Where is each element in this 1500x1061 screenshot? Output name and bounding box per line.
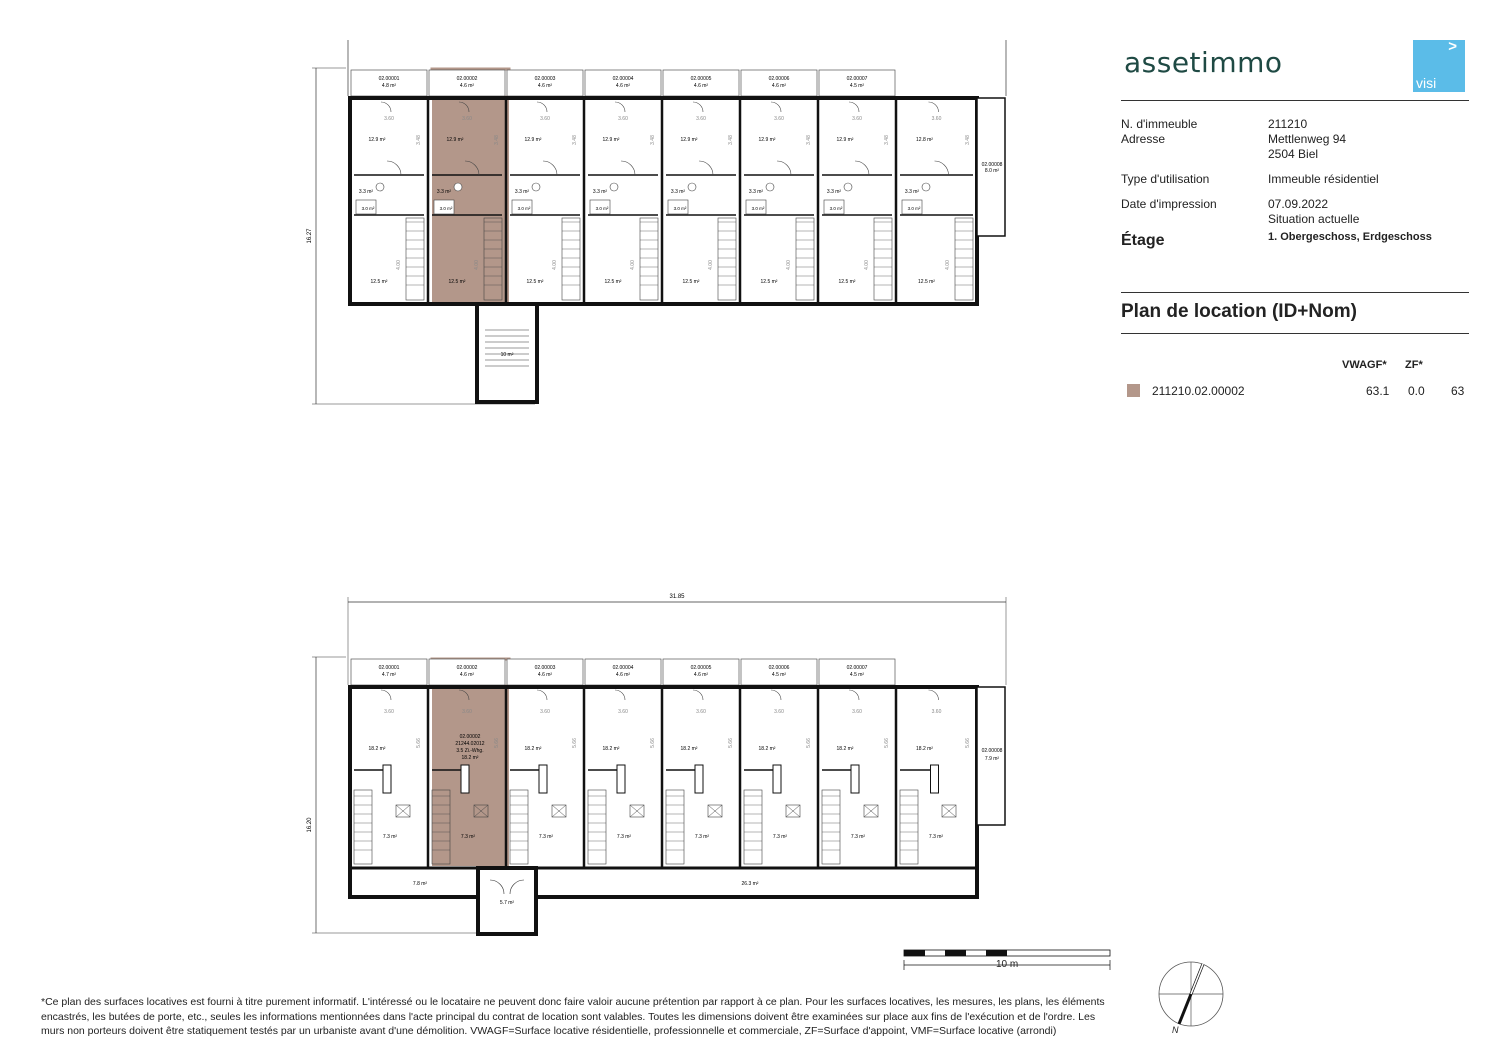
footer-disclaimer: *Ce plan des surfaces locatives est fourni à titre purement informatif. L'intéressé ou le locataire ne peuvent donc faire valoir aucune prétention par rapport à ce plan. Pour les surfaces locatives, les mesures, les plans, les éléments encastrés, les butées de porte, etc., seules les informations mentionnées dans l'acte principal du contrat de location sont valables. Toutes les dimensions doivent être examinées sur place aux fins de l'exécution et de l'ordre. Les murs non porteurs doivent être statiquement testés par un urbaniste avant d'une démolition. VWAGF=Surface locative résidentielle, professionnelle et commerciale, ZF=Surface d'appoint, VMF=Surface locative (arrondi)	[41, 996, 1105, 1037]
stair	[874, 218, 892, 300]
balcony-id: 02.00007	[846, 665, 868, 671]
room-area: 12.9 m²	[836, 137, 854, 143]
room-area: 12.9 m²	[524, 137, 542, 143]
balcony-area: 4.5 m²	[849, 672, 865, 678]
door-swing	[537, 102, 547, 112]
dim-label: 3.60	[696, 116, 706, 122]
sink-icon	[454, 183, 462, 191]
balcony-area: 4.5 m²	[771, 672, 787, 678]
upper-side-balcony-id: 02.00008	[981, 162, 1003, 168]
room-area: 12.9 m²	[368, 137, 386, 143]
room-area: 3.3 m²	[358, 189, 374, 195]
room-area: 7.3 m²	[460, 834, 476, 840]
room-area: 3.0 m²	[595, 206, 609, 211]
room-area: 12.5 m²	[682, 279, 700, 285]
type-value: Immeuble résidentiel	[1268, 172, 1379, 186]
dim-label: 4.00	[396, 260, 402, 270]
room-area: 12.9 m²	[602, 137, 620, 143]
etage-label: Étage	[1121, 232, 1165, 249]
door-swing	[777, 161, 791, 175]
room-area: 18.2 m²	[602, 746, 620, 752]
door-swing	[615, 690, 625, 700]
dim-label: 5.66	[650, 738, 656, 748]
stair	[796, 218, 814, 300]
dim-label: 3.60	[774, 709, 784, 715]
dim-label: 5.66	[884, 738, 890, 748]
dim-label: 5.66	[572, 738, 578, 748]
room-area: 3.0 m²	[673, 206, 687, 211]
door-swing	[699, 161, 713, 175]
stair	[822, 790, 840, 864]
room-area: 18.2 m²	[524, 746, 542, 752]
divider	[1121, 100, 1469, 101]
balcony-id: 02.00005	[690, 665, 712, 671]
plan-title: Plan de location (ID+Nom)	[1121, 301, 1357, 322]
dim-label: 3.60	[384, 709, 394, 715]
kitchen-block	[695, 765, 703, 793]
room-area: 12.5 m²	[448, 279, 466, 285]
room-area: 18.2 m²	[916, 746, 933, 752]
compass-label: N	[1172, 1025, 1179, 1035]
door-swing	[387, 161, 401, 175]
balcony-id: 02.00007	[846, 76, 868, 82]
dim-label: 3.60	[931, 709, 942, 715]
dim-label: 3.60	[540, 116, 550, 122]
situation-value: Situation actuelle	[1268, 212, 1360, 226]
kitchen-block	[617, 765, 625, 793]
dim-label: 3.48	[416, 135, 422, 145]
balcony-area: 4.6 m²	[537, 83, 553, 89]
room-area: 12.5 m²	[526, 279, 544, 285]
room-area: 3.3 m²	[904, 189, 920, 195]
balcony-area: 4.6 m²	[771, 83, 787, 89]
stair	[406, 218, 424, 300]
stair	[955, 218, 973, 300]
row-id: 211210.02.00002	[1152, 384, 1245, 398]
dim-label: 3.60	[540, 709, 550, 715]
balcony-area: 4.6 m²	[459, 672, 475, 678]
balcony-id: 02.00001	[378, 665, 400, 671]
sink-icon	[766, 183, 774, 191]
room-area: 7.3 m²	[382, 834, 398, 840]
highlight-label-3: 3.5 Zi.-Whg.	[456, 748, 484, 754]
upper-floor-plan	[307, 40, 1006, 404]
balcony-area: 4.6 m²	[459, 83, 475, 89]
room-area: 3.0 m²	[829, 206, 843, 211]
balcony-area: 4.6 m²	[693, 672, 709, 678]
balcony-area: 4.7 m²	[381, 672, 397, 678]
room-area: 12.8 m²	[916, 137, 933, 143]
dim-label: 5.66	[728, 738, 734, 748]
upper-balconies	[351, 70, 895, 96]
badge-arrow: >	[1448, 38, 1457, 55]
stair	[562, 218, 580, 300]
sink-icon	[688, 183, 696, 191]
dim-label: 3.60	[618, 116, 628, 122]
balcony-area: 4.6 m²	[537, 672, 553, 678]
room-area: 12.5 m²	[838, 279, 856, 285]
room-area: 12.5 m²	[918, 279, 935, 285]
room-area: 12.9 m²	[680, 137, 698, 143]
dim-label: 3.60	[852, 709, 862, 715]
stair	[744, 790, 762, 864]
balcony-id: 02.00006	[768, 76, 790, 82]
dim-label: 4.00	[552, 260, 558, 270]
door-swing	[771, 102, 781, 112]
col-zf-header: ZF*	[1405, 359, 1423, 371]
dim-label: 3.60	[462, 116, 472, 122]
dim-label: 3.60	[462, 709, 472, 715]
door-swing	[543, 161, 557, 175]
balcony-area: 4.6 m²	[615, 83, 631, 89]
room-area: 3.3 m²	[436, 189, 452, 195]
corridor-right-area: 26.3 m²	[741, 881, 759, 887]
balcony-id: 02.00004	[612, 76, 634, 82]
stair	[510, 790, 528, 864]
room-area: 7.3 m²	[538, 834, 554, 840]
sink-icon	[922, 183, 930, 191]
row-zf: 0.0	[1408, 384, 1425, 398]
dim-label: 4.00	[474, 260, 480, 270]
lower-side-balcony-id: 02.00008	[981, 748, 1003, 754]
lower-side-balcony-area: 7.9 m²	[984, 756, 1000, 762]
door-swing	[381, 690, 391, 700]
room-area: 3.3 m²	[748, 189, 764, 195]
kitchen-block	[931, 765, 939, 793]
room-area: 18.2 m²	[368, 746, 386, 752]
row-vmf: 63	[1451, 384, 1465, 398]
adresse-line1: Mettlenweg 94	[1268, 132, 1347, 146]
divider	[1121, 292, 1469, 293]
door-swing	[935, 161, 949, 175]
room-area: 3.0 m²	[907, 206, 921, 211]
balcony-id: 02.00003	[534, 665, 556, 671]
door-swing	[621, 161, 635, 175]
compass-icon	[1159, 962, 1223, 1026]
door-swing	[771, 690, 781, 700]
stair	[588, 790, 606, 864]
corridor-left-area: 7.8 m²	[412, 881, 428, 887]
entry-area: 5.7 m²	[499, 900, 515, 906]
date-value: 07.09.2022	[1268, 197, 1329, 211]
dim-label: 3.48	[884, 135, 890, 145]
stair	[718, 218, 736, 300]
legend-swatch	[1127, 384, 1140, 397]
dim-label: 3.60	[774, 116, 784, 122]
dim-label: 4.00	[708, 260, 714, 270]
door-swing	[849, 102, 859, 112]
balcony-area: 4.5 m²	[849, 83, 865, 89]
brand-logo: assetimmo	[1124, 46, 1283, 79]
kitchen-block	[383, 765, 391, 793]
dim-label: 3.48	[650, 135, 656, 145]
room-area: 12.9 m²	[758, 137, 776, 143]
lower-height-dim: 16.20	[307, 817, 313, 833]
dim-label: 3.48	[806, 135, 812, 145]
row-vwagf: 63.1	[1366, 384, 1390, 398]
highlight-label-2: 21244.02012	[455, 741, 485, 747]
balcony-id: 02.00002	[456, 665, 478, 671]
dim-label: 3.48	[728, 135, 734, 145]
room-area: 12.5 m²	[370, 279, 388, 285]
dim-label: 3.48	[572, 135, 578, 145]
door-swing	[693, 102, 703, 112]
sink-icon	[844, 183, 852, 191]
room-area: 3.0 m²	[517, 206, 531, 211]
door-swing	[849, 690, 859, 700]
room-area: 3.0 m²	[361, 206, 375, 211]
highlight-label-4: 18.2 m²	[461, 755, 479, 761]
door-swing	[929, 690, 939, 700]
room-area: 12.5 m²	[604, 279, 622, 285]
room-area: 18.2 m²	[836, 746, 854, 752]
immeuble-label: N. d'immeuble	[1121, 117, 1198, 131]
scale-label: 10 m	[996, 959, 1019, 970]
balcony-id: 02.00003	[534, 76, 556, 82]
col-vwagf-header: VWAGF*	[1342, 359, 1387, 371]
door-swing	[615, 102, 625, 112]
visi-badge-icon	[1413, 40, 1465, 92]
door-swing	[855, 161, 869, 175]
dim-label: 3.60	[618, 709, 628, 715]
dim-label: 5.66	[806, 738, 812, 748]
sink-icon	[532, 183, 540, 191]
room-area: 7.3 m²	[850, 834, 866, 840]
room-area: 7.3 m²	[694, 834, 710, 840]
room-area: 18.2 m²	[680, 746, 698, 752]
room-area: 3.3 m²	[592, 189, 608, 195]
stair	[900, 790, 918, 864]
kitchen-block	[851, 765, 859, 793]
divider	[1121, 333, 1469, 334]
upper-side-balcony-area: 8.0 m²	[984, 168, 1000, 174]
balcony-id: 02.00001	[378, 76, 400, 82]
adresse-line2: 2504 Biel	[1268, 147, 1319, 161]
lower-floor-plan	[307, 594, 1006, 934]
door-swing	[537, 690, 547, 700]
lower-balconies	[351, 659, 895, 685]
room-area: 12.9 m²	[446, 137, 464, 143]
dim-label: 4.00	[786, 260, 792, 270]
dim-label: 3.60	[931, 116, 942, 122]
sink-icon	[376, 183, 384, 191]
room-area: 7.3 m²	[616, 834, 632, 840]
dim-label: 4.00	[630, 260, 636, 270]
room-area: 3.3 m²	[826, 189, 842, 195]
balcony-id: 02.00005	[690, 76, 712, 82]
immeuble-value: 211210	[1268, 117, 1308, 131]
dim-label: 5.66	[416, 738, 422, 748]
kitchen-block	[773, 765, 781, 793]
dim-label: 4.00	[864, 260, 870, 270]
sink-icon	[610, 183, 618, 191]
dim-label: 5.66	[965, 738, 971, 748]
balcony-area: 4.8 m²	[381, 83, 397, 89]
stair	[640, 218, 658, 300]
lower-width-dim: 31.85	[669, 594, 685, 600]
balcony-id: 02.00002	[456, 76, 478, 82]
upper-stair-area: 10 m²	[500, 352, 514, 358]
balcony-area: 4.6 m²	[615, 672, 631, 678]
room-area: 12.5 m²	[760, 279, 778, 285]
dim-label: 4.00	[945, 260, 951, 270]
room-area: 18.2 m²	[758, 746, 776, 752]
stair	[354, 790, 372, 864]
type-label: Type d'utilisation	[1121, 172, 1210, 186]
room-area: 3.3 m²	[514, 189, 530, 195]
room-area: 3.0 m²	[751, 206, 765, 211]
highlight-label-1: 02.00002	[459, 734, 481, 740]
stair	[666, 790, 684, 864]
door-swing	[381, 102, 391, 112]
date-label: Date d'impression	[1121, 197, 1217, 211]
balcony-id: 02.00004	[612, 665, 634, 671]
etage-value: 1. Obergeschoss, Erdgeschoss	[1268, 231, 1432, 243]
room-area: 3.3 m²	[670, 189, 686, 195]
dim-label: 5.66	[494, 738, 500, 748]
kitchen-block	[539, 765, 547, 793]
dim-label: 3.60	[384, 116, 394, 122]
dim-label: 3.60	[696, 709, 706, 715]
room-area: 7.3 m²	[772, 834, 788, 840]
upper-height-dim: 16.27	[307, 228, 313, 244]
room-area: 3.0 m²	[439, 206, 453, 211]
dim-label: 3.48	[494, 135, 500, 145]
badge-text: visi	[1416, 75, 1437, 91]
door-swing	[693, 690, 703, 700]
dim-label: 3.48	[965, 135, 971, 145]
balcony-area: 4.6 m²	[693, 83, 709, 89]
kitchen-block	[461, 765, 469, 793]
balcony-id: 02.00006	[768, 665, 790, 671]
dim-label: 3.60	[852, 116, 862, 122]
adresse-label: Adresse	[1121, 132, 1166, 146]
room-area: 7.3 m²	[928, 834, 944, 840]
door-swing	[929, 102, 939, 112]
